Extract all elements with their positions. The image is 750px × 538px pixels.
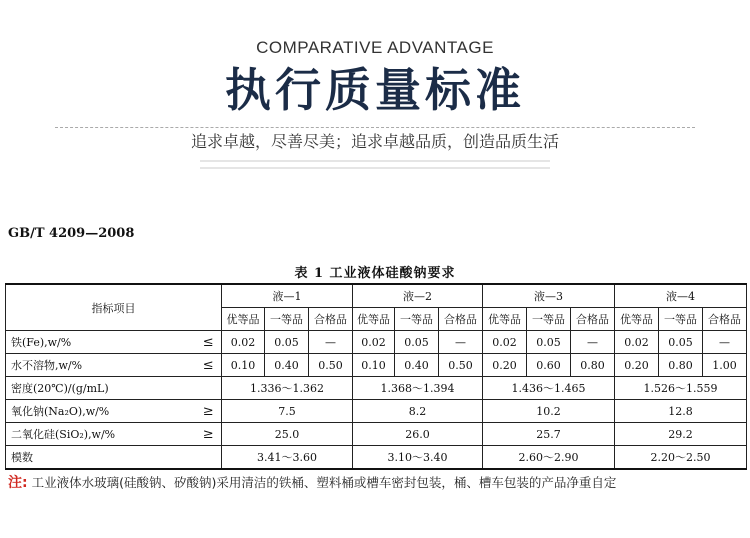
grade-header: 优等品 <box>353 308 395 331</box>
packaging-note <box>8 472 748 492</box>
table-row <box>6 423 747 446</box>
grade-header: 合格品 <box>703 308 747 331</box>
faint-line <box>200 160 550 162</box>
spec-table <box>5 283 747 470</box>
table-row <box>6 446 747 470</box>
standard-number: GB/T 4209—2008 <box>8 226 135 241</box>
table-cell: 0.05 <box>265 331 309 354</box>
table-cell-merged: 1.526～1.559 <box>615 377 747 400</box>
note-label: 注: <box>8 475 28 491</box>
table-cell: 0.05 <box>527 331 571 354</box>
row-comparator: ≤ <box>196 331 222 354</box>
table-cell: 0.20 <box>615 354 659 377</box>
table-cell: 0.80 <box>659 354 703 377</box>
table-cell: 0.80 <box>571 354 615 377</box>
table-cell: 0.20 <box>483 354 527 377</box>
group-header: 液—2 <box>353 284 483 308</box>
table-cell: 1.00 <box>703 354 747 377</box>
table-cell-merged: 29.2 <box>615 423 747 446</box>
table-row <box>6 354 747 377</box>
grade-header: 优等品 <box>222 308 265 331</box>
table-cell: 0.02 <box>222 331 265 354</box>
table-cell: — <box>439 331 483 354</box>
row-comparator: ≥ <box>196 400 222 423</box>
table-cell: 0.05 <box>659 331 703 354</box>
grade-header: 一等品 <box>659 308 703 331</box>
table-cell-merged: 1.436～1.465 <box>483 377 615 400</box>
table-cell-merged: 25.7 <box>483 423 615 446</box>
table-cell: 0.50 <box>439 354 483 377</box>
header-cn-title: 执行质量标准 <box>225 63 525 117</box>
grade-header: 优等品 <box>483 308 527 331</box>
table-cell-merged: 1.368～1.394 <box>353 377 483 400</box>
table-cell: — <box>703 331 747 354</box>
table-cell: 0.40 <box>265 354 309 377</box>
table-cell-merged: 7.5 <box>222 400 353 423</box>
table-row <box>6 331 747 354</box>
table-cell-merged: 2.20～2.50 <box>615 446 747 470</box>
row-item: 模数 <box>6 446 222 470</box>
table-cell: 0.10 <box>222 354 265 377</box>
table-cell: 0.50 <box>309 354 353 377</box>
row-item: 二氧化硅(SiO₂),w/% <box>6 423 196 446</box>
slogan: 追求卓越，尽善尽美；追求卓越品质，创造品质生活 <box>190 132 559 151</box>
table-cell: 0.02 <box>615 331 659 354</box>
table-cell: 0.02 <box>483 331 527 354</box>
grade-header: 一等品 <box>395 308 439 331</box>
table-cell: — <box>309 331 353 354</box>
table-cell-merged: 10.2 <box>483 400 615 423</box>
grade-header: 优等品 <box>615 308 659 331</box>
row-item: 铁(Fe),w/% <box>6 331 196 354</box>
grade-header: 合格品 <box>309 308 353 331</box>
header-en-title: COMPARATIVE ADVANTAGE <box>256 38 494 57</box>
table-cell-merged: 3.10～3.40 <box>353 446 483 470</box>
group-header: 液—3 <box>483 284 615 308</box>
item-header: 指标项目 <box>6 284 222 331</box>
table-cell-merged: 26.0 <box>353 423 483 446</box>
table-row <box>6 400 747 423</box>
faint-line <box>200 167 550 169</box>
table-cell-merged: 8.2 <box>353 400 483 423</box>
row-comparator: ≥ <box>196 423 222 446</box>
table-cell: 0.02 <box>353 331 395 354</box>
table-cell: 0.05 <box>395 331 439 354</box>
table-cell-merged: 12.8 <box>615 400 747 423</box>
table-cell-merged: 25.0 <box>222 423 353 446</box>
group-header-row <box>6 284 747 308</box>
table-cell: — <box>571 331 615 354</box>
table-cell: 0.60 <box>527 354 571 377</box>
table-cell-merged: 3.41～3.60 <box>222 446 353 470</box>
group-header: 液—1 <box>222 284 353 308</box>
table-row <box>6 377 747 400</box>
row-item: 水不溶物,w/% <box>6 354 196 377</box>
group-header: 液—4 <box>615 284 747 308</box>
note-text: 工业液体水玻璃(硅酸钠、矽酸钠)采用清洁的铁桶、塑料桶或槽车密封包装，桶、槽车包装的产品净重自定 <box>27 475 617 490</box>
table-cell: 0.10 <box>353 354 395 377</box>
grade-header: 合格品 <box>439 308 483 331</box>
row-comparator: ≤ <box>196 354 222 377</box>
table-caption: 表 1 工业液体硅酸钠要求 <box>294 266 456 281</box>
table-cell-merged: 2.60～2.90 <box>483 446 615 470</box>
row-item: 密度(20℃)/(g/mL) <box>6 377 222 400</box>
table-cell: 0.40 <box>395 354 439 377</box>
table-cell-merged: 1.336～1.362 <box>222 377 353 400</box>
grade-header: 合格品 <box>571 308 615 331</box>
grade-header: 一等品 <box>265 308 309 331</box>
row-item: 氧化钠(Na₂O),w/% <box>6 400 196 423</box>
grade-header: 一等品 <box>527 308 571 331</box>
dashed-divider <box>55 127 695 128</box>
